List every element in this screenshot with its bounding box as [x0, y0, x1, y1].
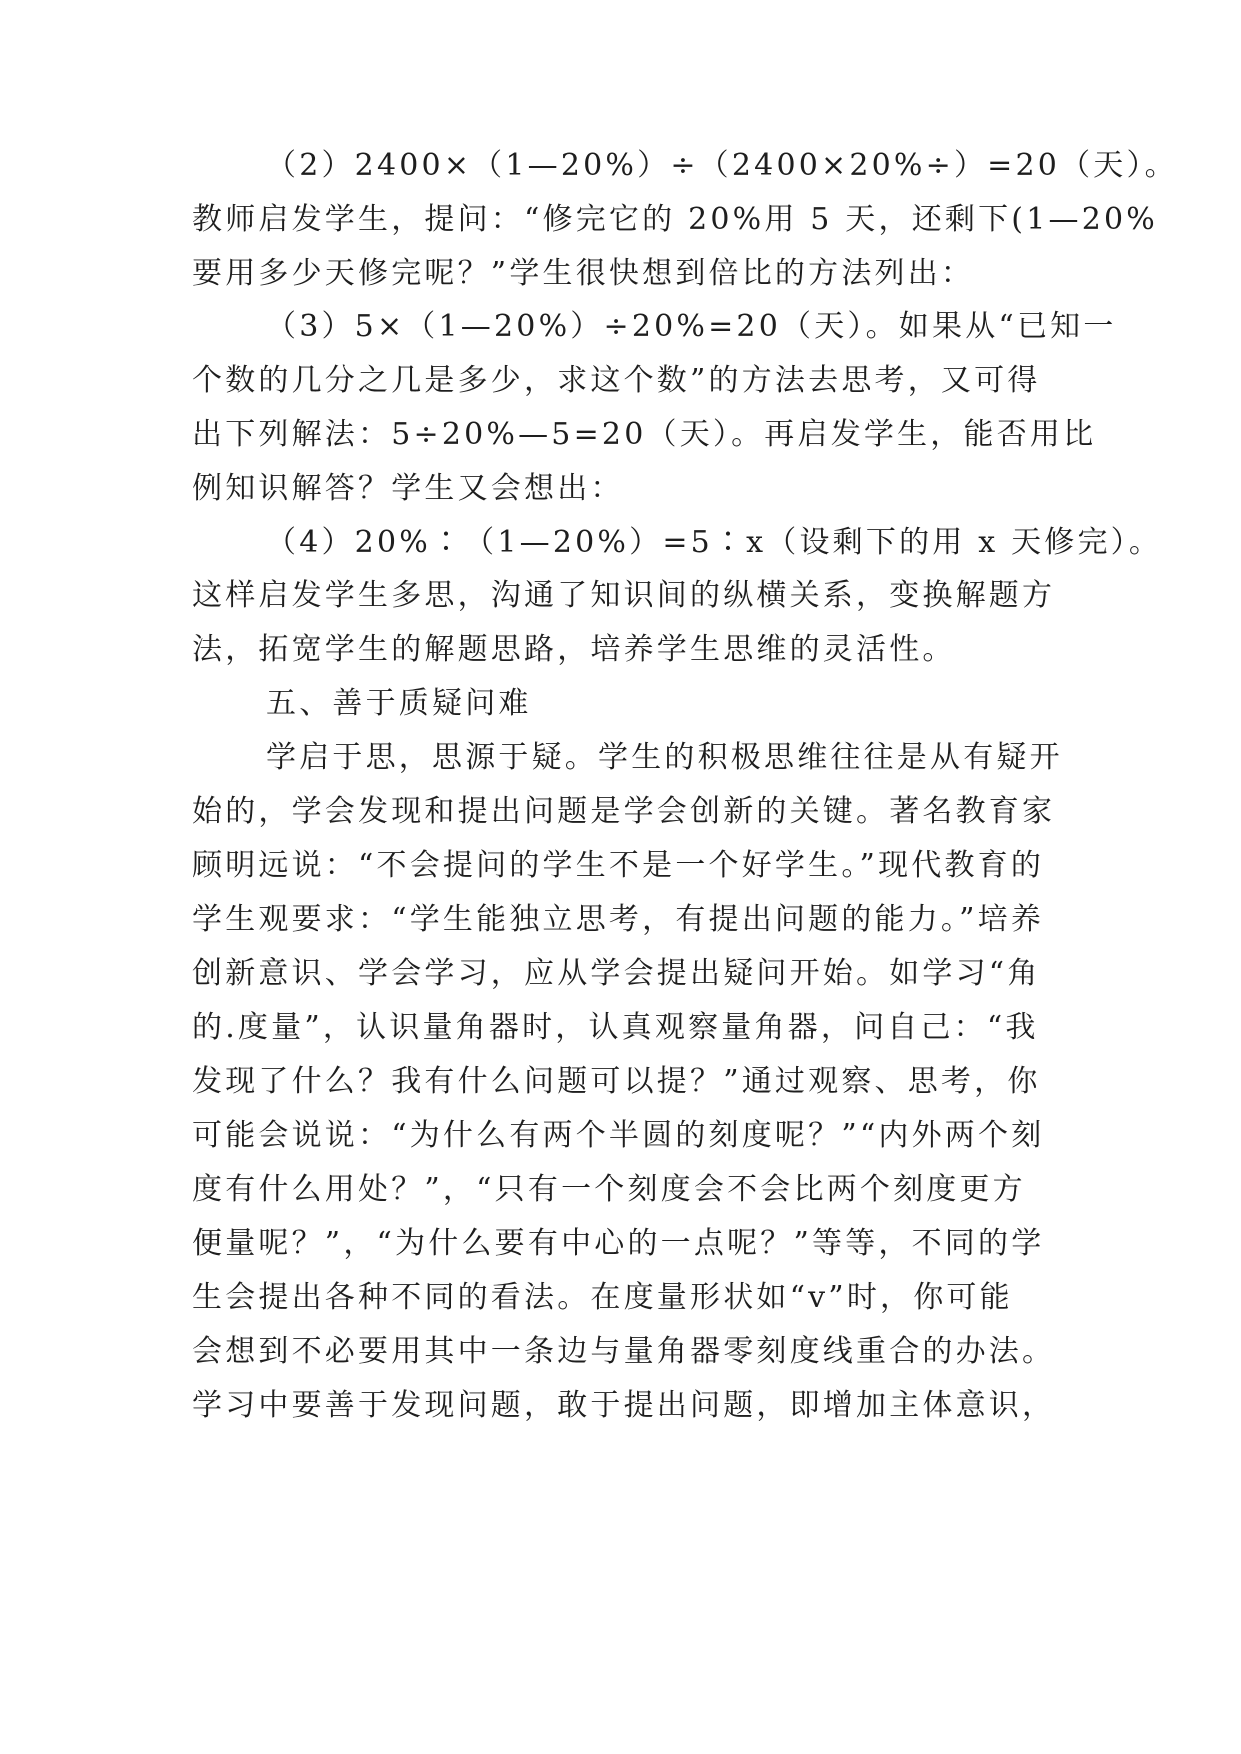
text-line: 法，拓宽学生的解题思路，培养学生思维的灵活性。 — [192, 632, 956, 667]
text-line: 学习中要善于发现问题，敢于提出问题，即增加主体意识， — [192, 1388, 1056, 1423]
text-line: 始的，学会发现和提出问题是学会创新的关键。著名教育家 — [192, 794, 1056, 829]
text-line: （4）20%∶（1—20%）=5∶x（设剩下的用 x 天修完）。 — [266, 525, 1163, 560]
text-line: 教师启发学生，提问：“修完它的 20%用 5 天，还剩下(1—20% — [192, 202, 1158, 237]
text-line: 学启于思，思源于疑。学生的积极思维往往是从有疑开 — [266, 740, 1063, 775]
text-line: 学生观要求：“学生能独立思考，有提出问题的能力。”培养 — [192, 902, 1045, 937]
text-line: 可能会说说：“为什么有两个半圆的刻度呢？”“内外两个刻 — [192, 1118, 1045, 1153]
text-line: 要用多少天修完呢？”学生很快想到倍比的方法列出： — [192, 256, 975, 291]
text-line: 发现了什么？我有什么问题可以提？”通过观察、思考，你 — [192, 1064, 1041, 1099]
text-line: 创新意识、学会学习，应从学会提出疑问开始。如学习“角 — [192, 956, 1041, 991]
text-line: 出下列解法：5÷20%—5=20（天）。再启发学生，能否用比 — [192, 417, 1097, 452]
text-line: 的.度量”，认识量角器时，认真观察量角器，问自己：“我 — [192, 1010, 1039, 1045]
text-line: 度有什么用处？”，“只有一个刻度会不会比两个刻度更方 — [192, 1172, 1026, 1207]
text-line: 顾明远说：“不会提问的学生不是一个好学生。”现代教育的 — [192, 848, 1045, 883]
text-line: （3）5×（1—20%）÷20%=20（天）。如果从“已知一 — [266, 309, 1117, 344]
text-line: 个数的几分之几是多少，求这个数”的方法去思考，又可得 — [192, 363, 1041, 398]
text-line: 便量呢？”，“为什么要有中心的一点呢？”等等，不同的学 — [192, 1226, 1045, 1261]
text-line: 例知识解答？学生又会想出： — [192, 471, 624, 506]
text-line: 会想到不必要用其中一条边与量角器零刻度线重合的办法。 — [192, 1334, 1056, 1369]
text-line: 这样启发学生多思，沟通了知识间的纵横关系，变换解题方 — [192, 578, 1056, 613]
text-line: （2）2400×（1—20%）÷（2400×20%÷）=20（天）。 — [266, 148, 1178, 183]
section-heading: 五、善于质疑问难 — [266, 686, 532, 721]
text-line: 生会提出各种不同的看法。在度量形状如“v”时，你可能 — [192, 1280, 1013, 1315]
